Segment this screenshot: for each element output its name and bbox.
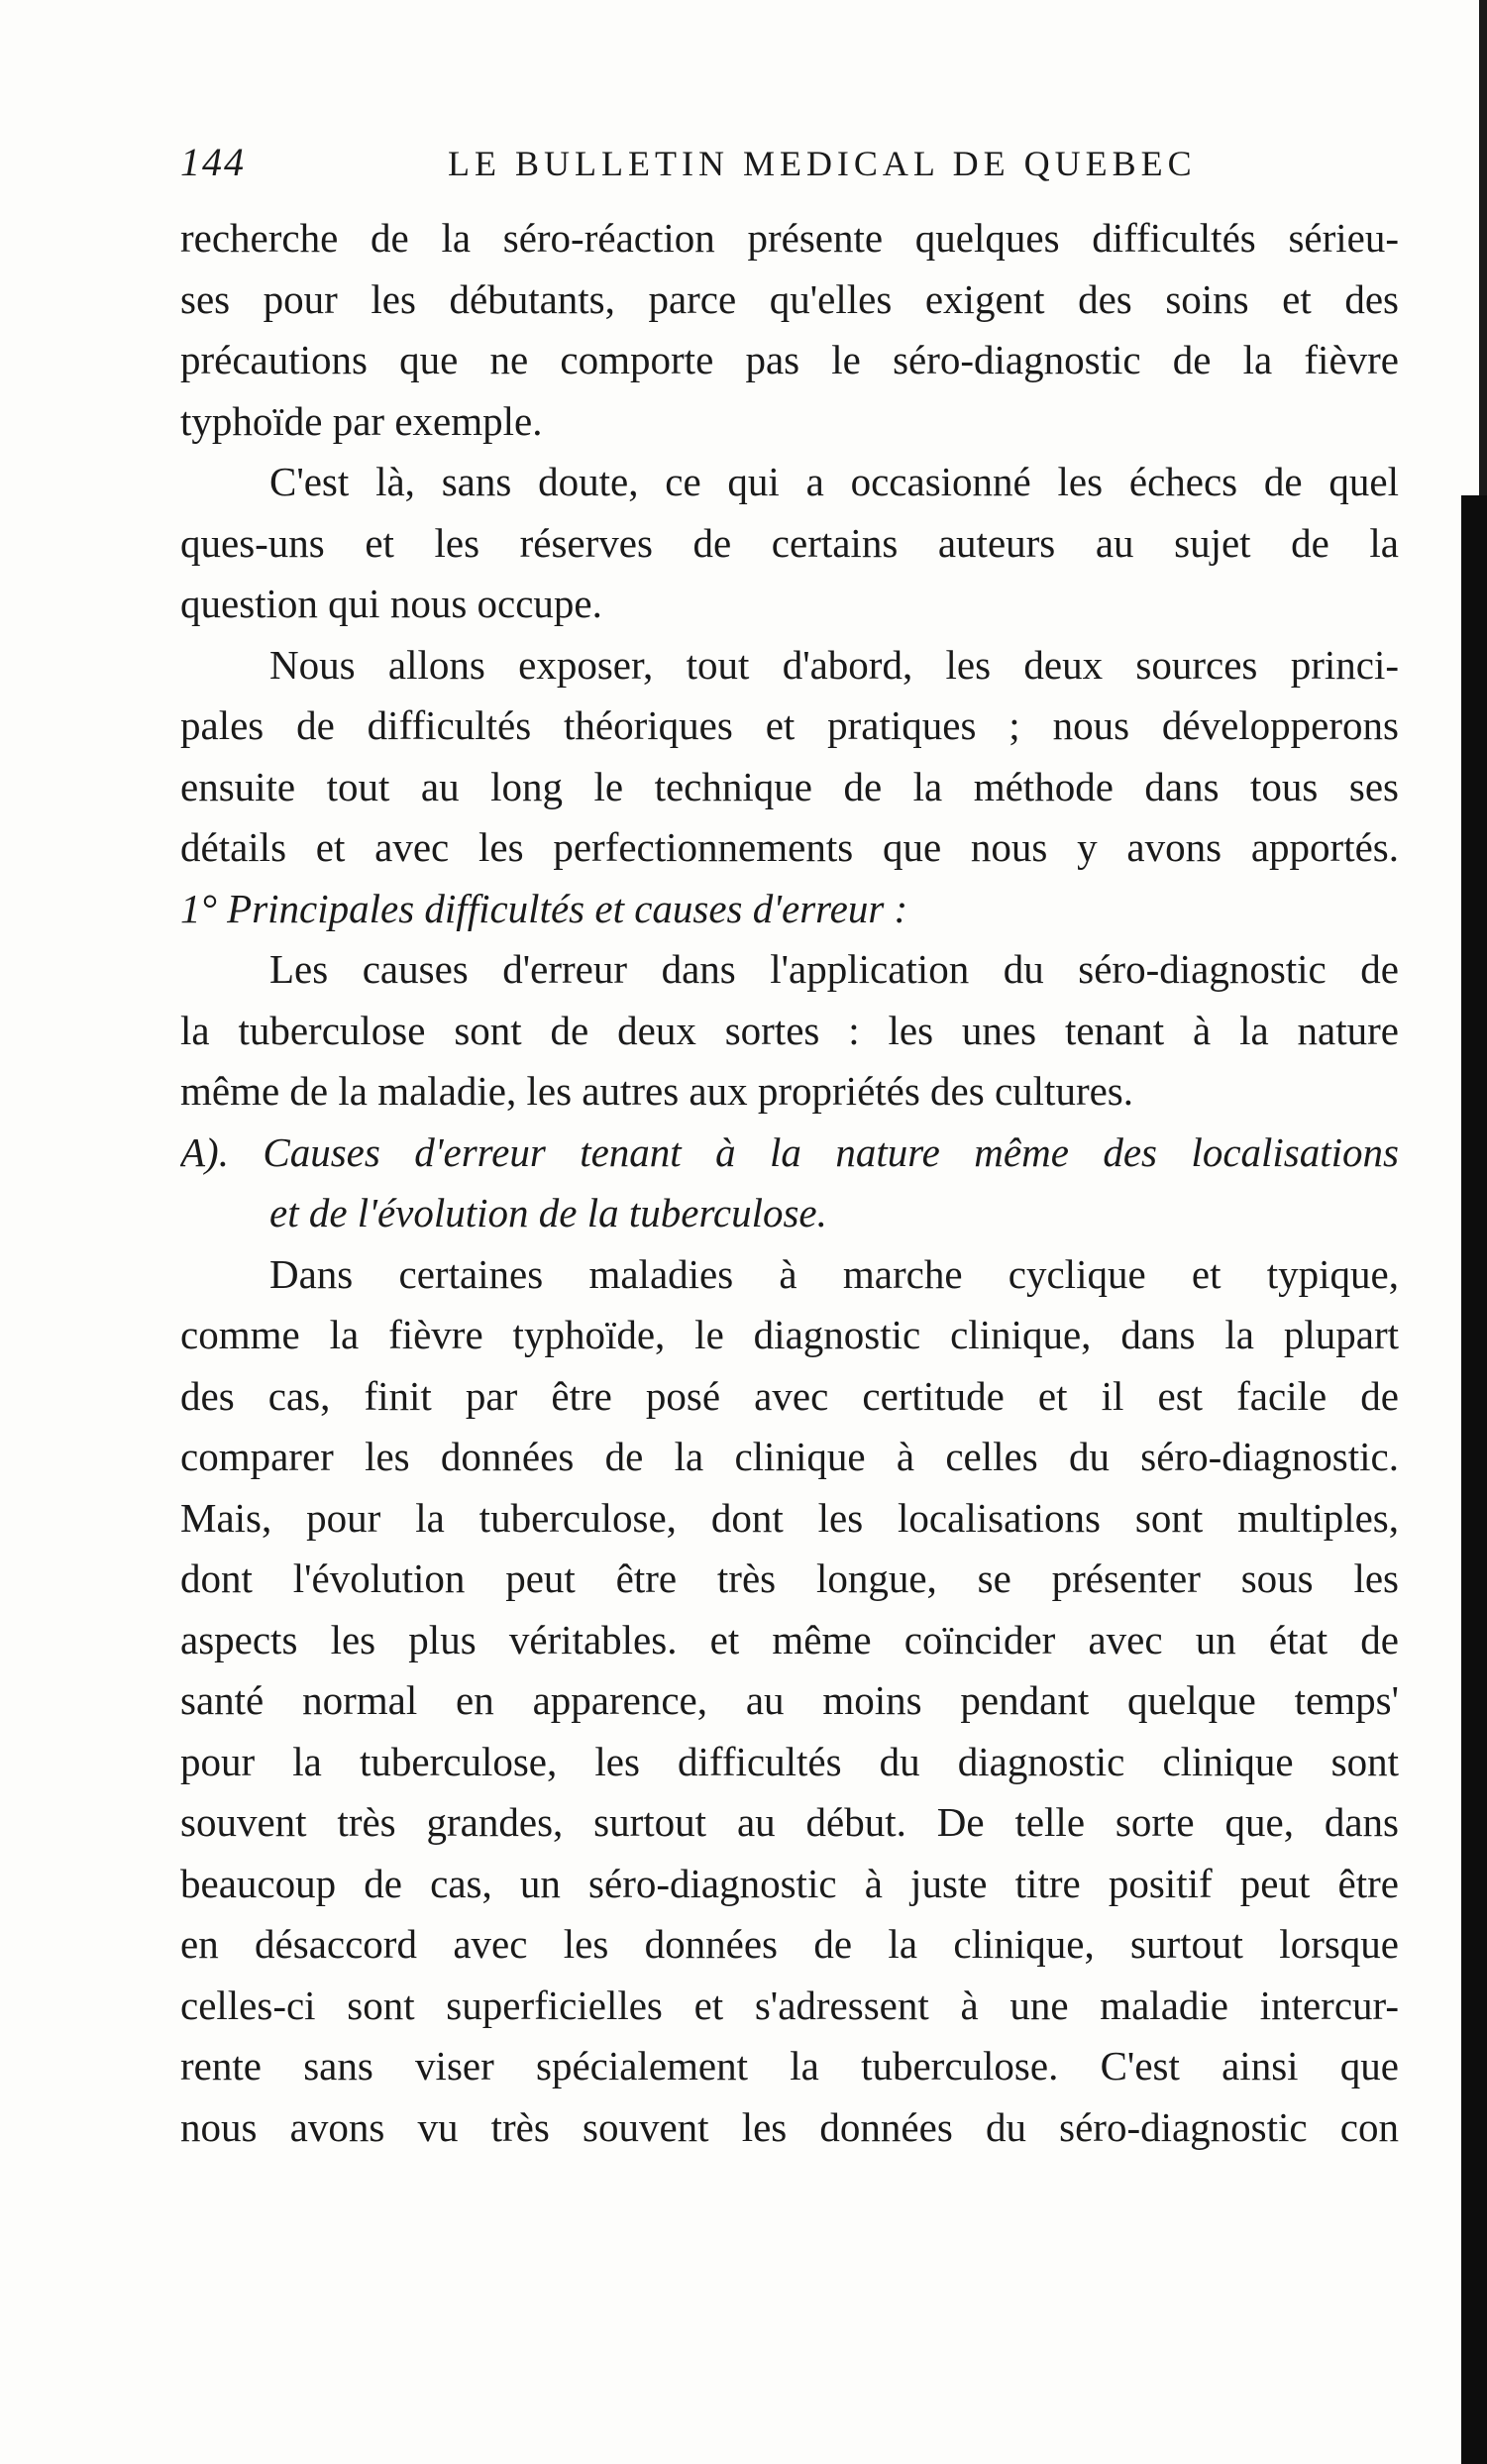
text-line: des cas, finit par être posé avec certitude et il est facile de <box>180 1372 1399 1419</box>
page-number: 144 <box>180 140 246 184</box>
text-line: rente sans viser spécialement la tuberculose. C'est ainsi que <box>180 2043 1399 2089</box>
running-head: LE BULLETIN MEDICAL DE QUEBEC <box>448 144 1197 183</box>
text-line: Nous allons exposer, tout d'abord, les deux sources princi- <box>269 641 1399 688</box>
text-line: typhoïde par exemple. <box>180 397 543 444</box>
text-line: ques-uns et les réserves de certains auteurs au sujet de la <box>180 519 1399 566</box>
text-line: Dans certaines maladies à marche cyclique et typique, <box>269 1250 1399 1297</box>
text-line: C'est là, sans doute, ce qui a occasionné les échecs de quel <box>269 459 1399 504</box>
text-line: même de la maladie, les autres aux propriétés des cultures. <box>180 1068 1133 1114</box>
text-line: pour la tuberculose, les difficultés du diagnostic clinique sont <box>180 1738 1399 1784</box>
text-line: et de l'évolution de la tuberculose. <box>269 1190 827 1235</box>
text-line: détails et avec les perfectionnements que nous y avons apportés. <box>180 824 1399 870</box>
text-line: question qui nous occupe. <box>180 581 602 626</box>
text-line: souvent très grandes, surtout au début. De telle sorte que, dans <box>180 1799 1399 1845</box>
text-line: beaucoup de cas, un séro-diagnostic à juste titre positif peut être <box>180 1860 1399 1906</box>
text-line: A). Causes d'erreur tenant à la nature même des localisations <box>180 1128 1399 1175</box>
text-line: dont l'évolution peut être très longue, se présenter sous les <box>180 1555 1399 1601</box>
text-line: Mais, pour la tuberculose, dont les localisations sont multiples, <box>180 1494 1399 1541</box>
text-line: ses pour les débutants, parce qu'elles exigent des soins et des <box>180 275 1399 322</box>
scan-edge <box>1461 495 1487 2464</box>
text-line: recherche de la séro-réaction présente quelques difficultés sérieu- <box>180 215 1399 261</box>
scan-edge-top <box>1479 0 1487 495</box>
text-line: santé normal en apparence, au moins pendant quelque temps' <box>180 1677 1399 1723</box>
text-line: aspects les plus véritables. et même coïncider avec un état de <box>180 1616 1399 1662</box>
text-line: comme la fièvre typhoïde, le diagnostic clinique, dans la plupart <box>180 1312 1399 1357</box>
text-line: Les causes d'erreur dans l'application du séro-diagnostic de <box>269 946 1399 992</box>
text-line: en désaccord avec les données de la clinique, surtout lorsque <box>180 1921 1399 1967</box>
text-line: comparer les données de la clinique à celles du séro-diagnostic. <box>180 1434 1399 1479</box>
body-text <box>180 208 1399 2158</box>
text-line: pales de difficultés théoriques et pratiques ; nous développerons <box>180 702 1399 748</box>
text-line: la tuberculose sont de deux sortes : les unes tenant à la nature <box>180 1007 1399 1053</box>
text-line: celles-ci sont superficielles et s'adressent à une maladie intercur- <box>180 1982 1399 2028</box>
text-line: précautions que ne comporte pas le séro-diagnostic de la fièvre <box>180 337 1399 382</box>
page-header <box>180 139 1399 198</box>
text-line: 1° Principales difficultés et causes d'erreur : <box>180 885 908 931</box>
text-line: nous avons vu très souvent les données du séro-diagnostic con <box>180 2103 1399 2150</box>
text-line: ensuite tout au long le technique de la méthode dans tous ses <box>180 763 1399 809</box>
